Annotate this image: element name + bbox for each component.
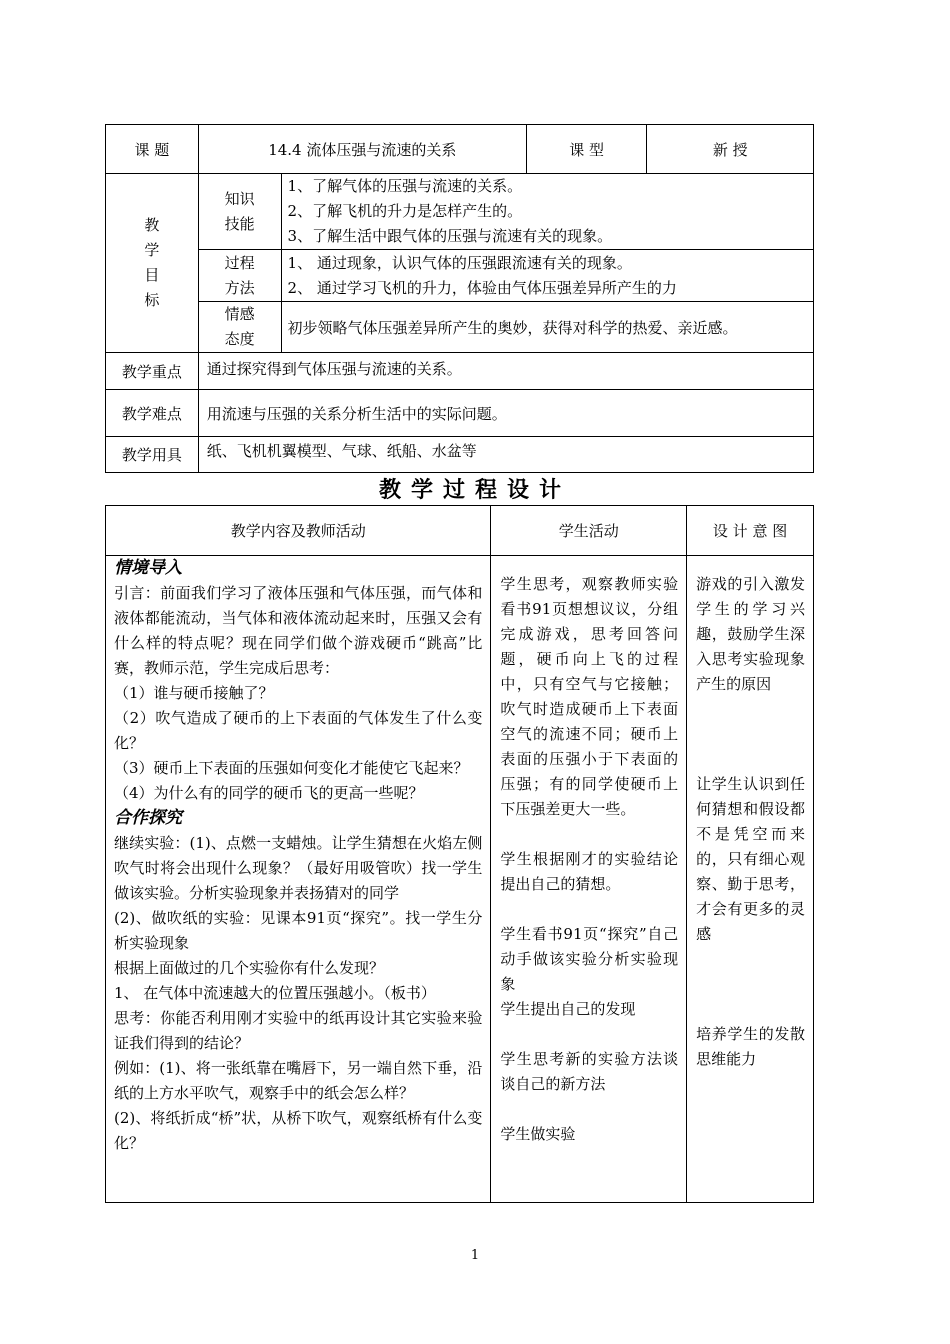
page-number: 1 bbox=[470, 1248, 480, 1263]
explore-paragraph: 根据上面做过的几个实验你有什么发现？ bbox=[114, 959, 385, 977]
header-teacher-activity: 教学内容及教师活动 bbox=[106, 506, 491, 556]
intro-question: （1）谁与硬币接触了？ bbox=[114, 684, 274, 702]
difficulty-label: 教学难点 bbox=[106, 390, 199, 437]
teaching-process-table bbox=[105, 505, 814, 1203]
objective-knowledge-label: 知识 技能 bbox=[198, 174, 281, 250]
intro-question: （2）吹气造成了硬币的上下表面的气体发生了什么变化？ bbox=[114, 709, 483, 752]
student-activity: 学生看书91页“探究”自己动手做该实验分析实验现象 bbox=[500, 925, 679, 993]
explore-paragraph: 思考：你能否利用刚才实验中的纸再设计其它实验来验证我们得到的结论？ bbox=[114, 1009, 483, 1052]
key-point-value: 通过探究得到气体压强与流速的关系。 bbox=[198, 353, 813, 390]
explore-paragraph: 继续实验：(1)、点燃一支蜡烛。让学生猜想在火焰左侧吹气时将会出现什么现象？（最好用吸管吹）找一学生做该实验。分析实验现象并表扬猜对的同学 bbox=[114, 834, 483, 902]
header-design-intent: 设 计 意 图 bbox=[687, 506, 814, 556]
key-point-label: 教学重点 bbox=[106, 353, 199, 390]
explore-paragraph: (2)、做吹纸的实验：见课本91页“探究”。找一学生分析实验现象 bbox=[114, 909, 483, 952]
explore-paragraph: 例如：(1)、将一张纸靠在嘴唇下，另一端自然下垂，沿纸的上方水平吹气，观察手中的纸会怎么样？ bbox=[114, 1059, 483, 1102]
teacher-activity-cell bbox=[106, 556, 491, 1203]
header-student-activity: 学生活动 bbox=[491, 506, 687, 556]
student-activity: 学生提出自己的发现 bbox=[500, 1000, 636, 1018]
intro-question: （3）硬币上下表面的压强如何变化才能使它飞起来？ bbox=[114, 759, 469, 777]
lesson-info-table bbox=[105, 124, 814, 473]
objective-process-content: 1、 通过现象，认识气体的压强跟流速有关的现象。 2、 通过学习飞机的升力，体验由气体压强差异所产生的力 bbox=[281, 250, 813, 302]
topic-value: 14.4 流体压强与流速的关系 bbox=[198, 125, 526, 174]
student-activity: 学生思考，观察教师实验看书91页想想议议，分组完成游戏，思考回答问题，硬币向上飞的过程中，只有空气与它接触；吹气时造成硬币上下表面空气的流速不同；硬币上表面的压强小于下表面的压强；有的同学使硬币上下压强差更大一些。 bbox=[500, 575, 679, 818]
section-title-explore: 合作探究 bbox=[114, 808, 182, 828]
student-activity: 学生做实验 bbox=[500, 1125, 576, 1143]
objective-process-label: 过程 方法 bbox=[198, 250, 281, 302]
tools-label: 教学用具 bbox=[106, 437, 199, 473]
design-intent-cell bbox=[687, 556, 814, 1203]
explore-paragraph: (2)、将纸折成“桥”状，从桥下吹气，观察纸桥有什么变化？ bbox=[114, 1109, 483, 1152]
difficulty-value: 用流速与压强的关系分析生活中的实际问题。 bbox=[198, 390, 813, 437]
design-intent: 游戏的引入激发学生的学习兴趣，鼓励学生深入思考实验现象产生的原因 bbox=[696, 575, 805, 693]
objectives-label: 教 学 目 标 bbox=[106, 174, 199, 353]
process-title: 教学过程设计 bbox=[378, 477, 571, 503]
tools-value: 纸、飞机机翼模型、气球、纸船、水盆等 bbox=[198, 437, 813, 473]
student-activity-cell bbox=[491, 556, 687, 1203]
explore-paragraph: 1、 在气体中流速越大的位置压强越小。（板书） bbox=[114, 984, 436, 1002]
intro-paragraph: 引言：前面我们学习了液体压强和气体压强，而气体和液体都能流动，当气体和液体流动起来时，压强又会有什么样的特点呢？现在同学们做个游戏硬币“跳高”比赛，教师示范，学生完成后思考： bbox=[114, 584, 483, 677]
topic-label: 课 题 bbox=[106, 125, 199, 174]
objective-attitude-content: 初步领略气体压强差异所产生的奥妙，获得对科学的热爱、亲近感。 bbox=[281, 302, 813, 353]
section-title-intro: 情境导入 bbox=[114, 558, 182, 578]
type-value: 新 授 bbox=[647, 125, 814, 174]
student-activity: 学生思考新的实验方法谈谈自己的新方法 bbox=[500, 1050, 679, 1093]
intro-question: （4）为什么有的同学的硬币飞的更高一些呢？ bbox=[114, 784, 424, 802]
design-intent: 培养学生的发散思维能力 bbox=[696, 1025, 805, 1068]
objective-knowledge-content: 1、了解气体的压强与流速的关系。 2、了解飞机的升力是怎样产生的。 3、了解生活中跟气体的压强与流速有关的现象。 bbox=[281, 174, 813, 250]
design-intent: 让学生认识到任何猜想和假设都不是凭空而来的，只有细心观察、勤于思考，才会有更多的灵感 bbox=[696, 775, 805, 943]
objective-attitude-label: 情感 态度 bbox=[198, 302, 281, 353]
type-label: 课 型 bbox=[526, 125, 647, 174]
student-activity: 学生根据刚才的实验结论提出自己的猜想。 bbox=[500, 850, 679, 893]
